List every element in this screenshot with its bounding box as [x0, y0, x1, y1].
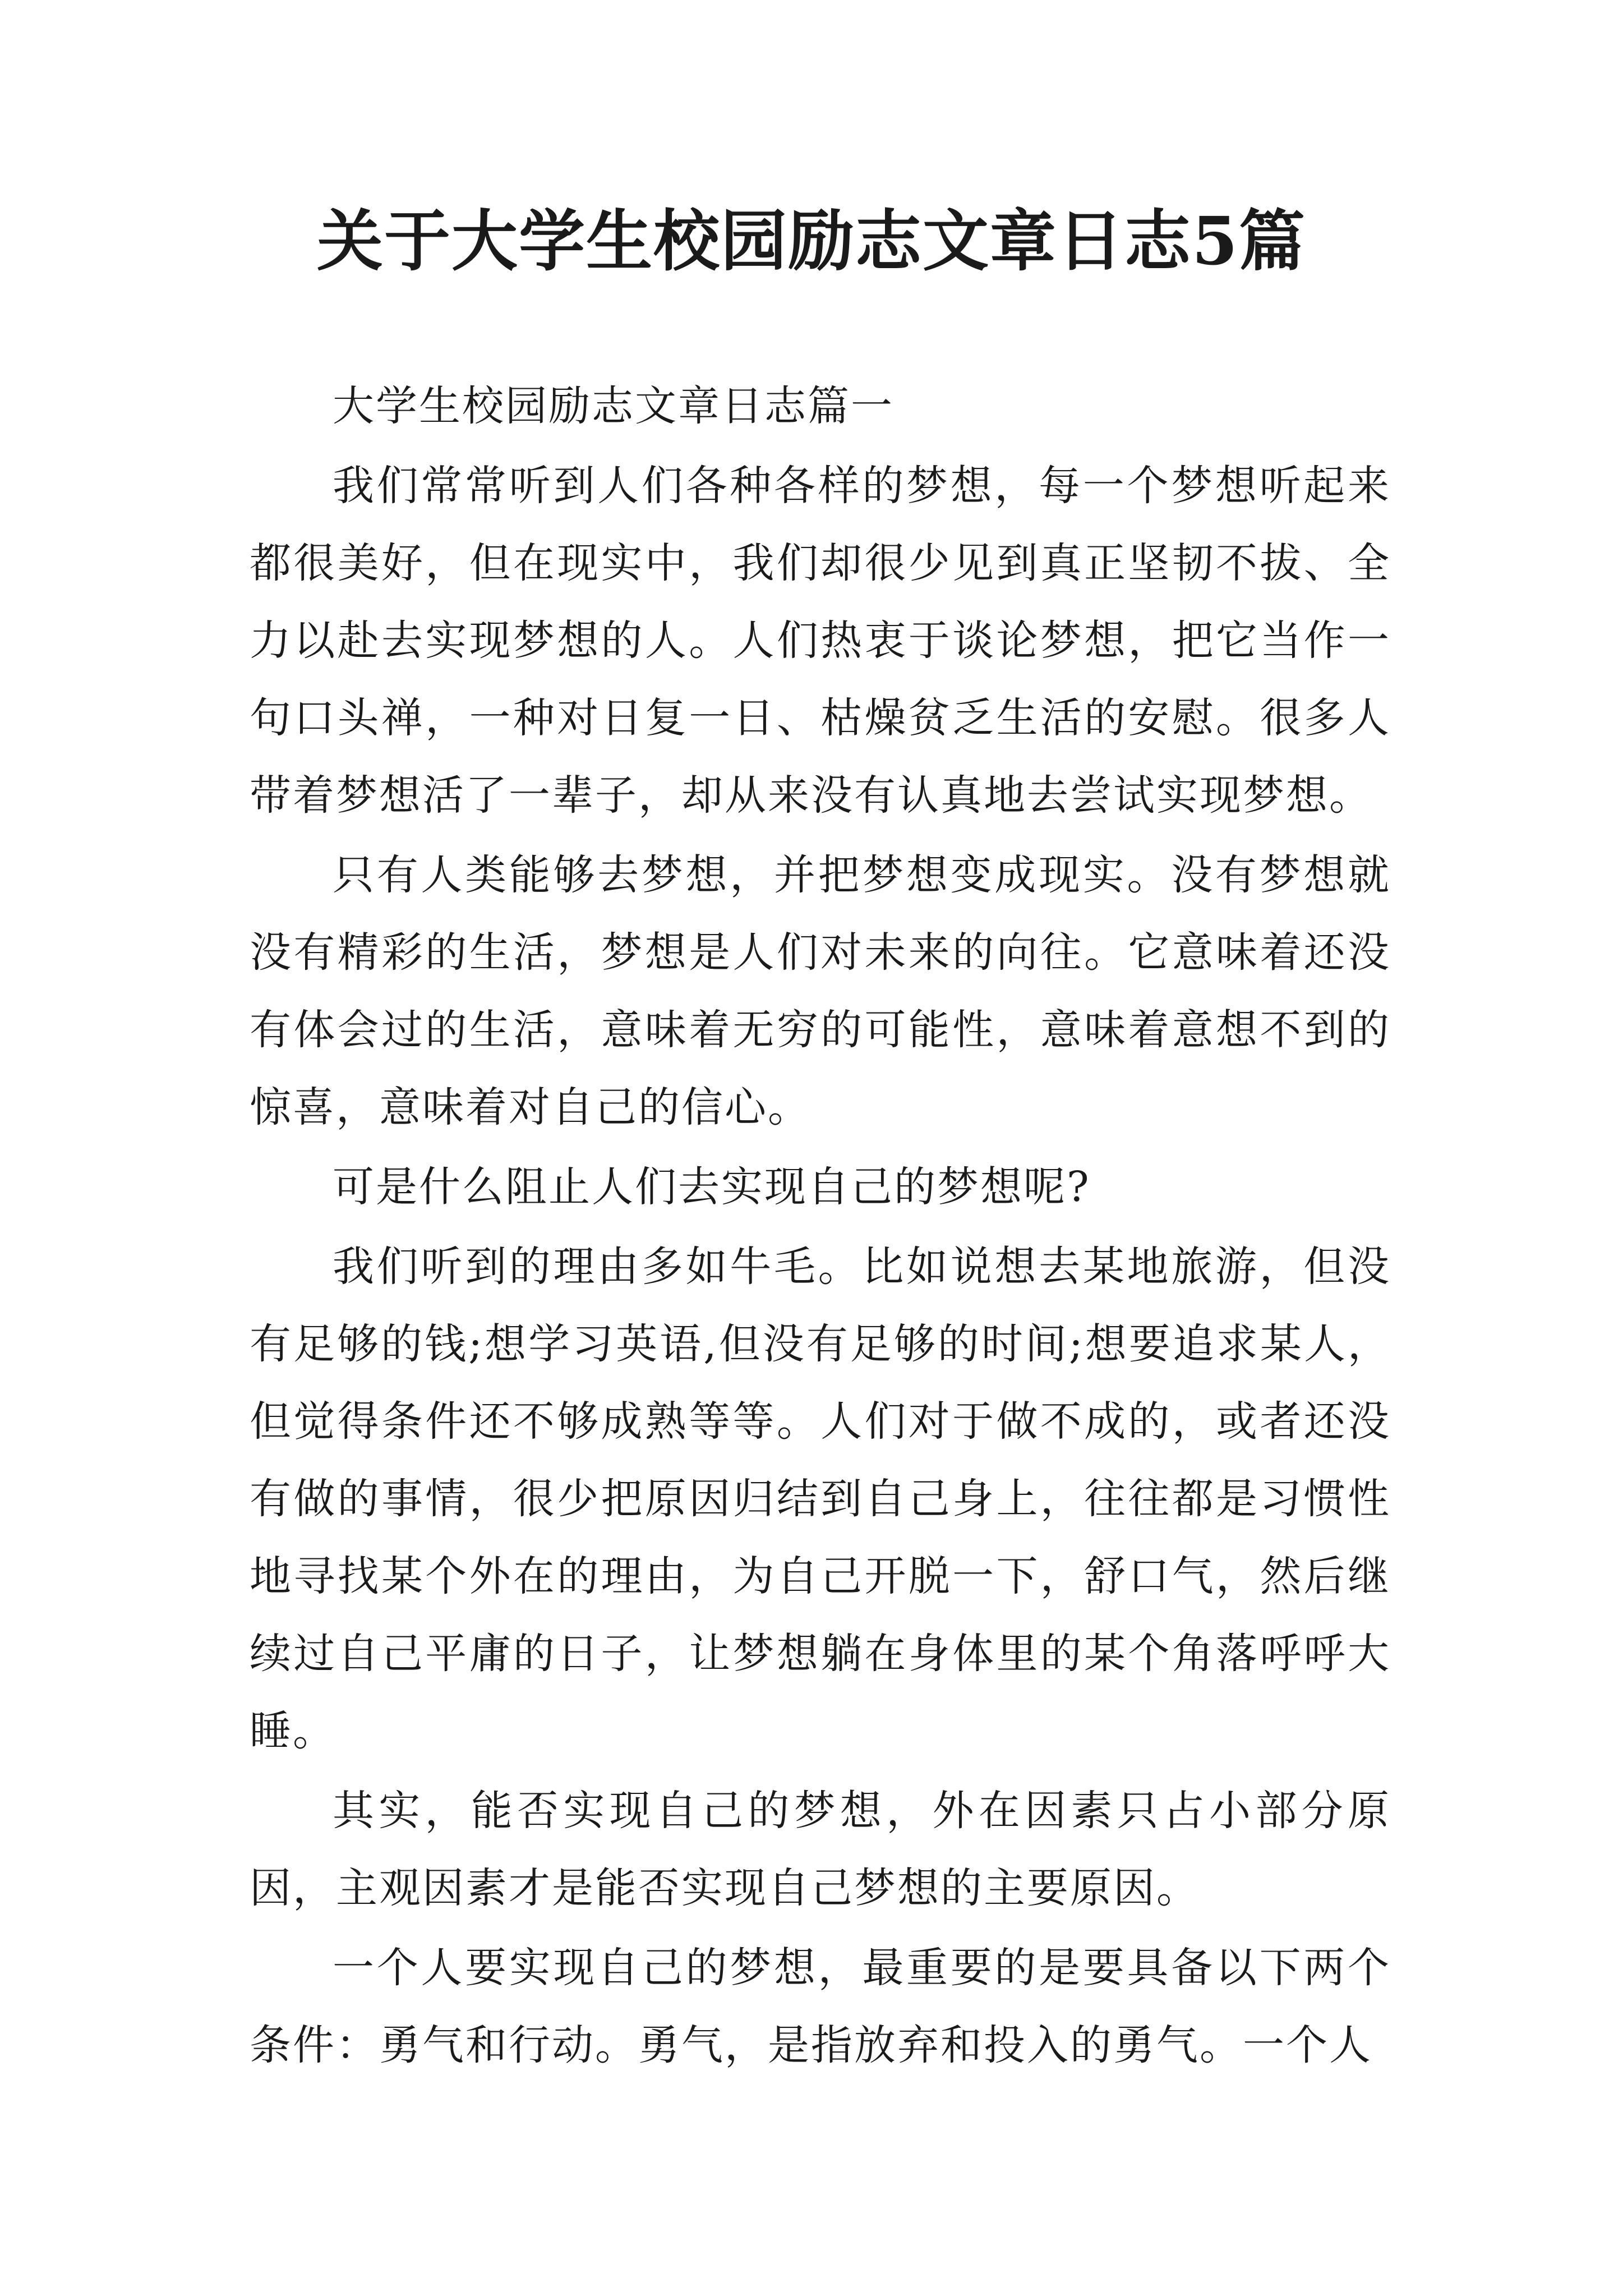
document-body — [250, 334, 1391, 2086]
document-title: 关于大学生校园励志文章日志5篇 — [316, 202, 1307, 280]
section-heading: 大学生校园励志文章日志篇一 — [333, 382, 894, 430]
paragraph: 只有人类能够去梦想，并把梦想变成现实。没有梦想就没有精彩的生活，梦想是人们对未来的向往。它意味着还没有体会过的生活，意味着无穷的可能性，意味着意想不到的惊喜，意味着对自己的信心。 — [250, 851, 1391, 1131]
paragraph: 其实，能否实现自己的梦想，外在因素只占小部分原因，主观因素才是能否实现自己梦想的主要原因。 — [250, 1787, 1391, 1912]
paragraph: 一个人要实现自己的梦想，最重要的是要具备以下两个条件：勇气和行动。勇气，是指放弃和投入的勇气。一个人 — [250, 1944, 1391, 2069]
paragraph: 我们常常听到人们各种各样的梦想，每一个梦想听起来都很美好，但在现实中，我们却很少见到真正坚韧不拔、全力以赴去实现梦想的人。人们热衷于谈论梦想，把它当作一句口头禅，一种对日复一日、枯燥贫乏生活的安慰。很多人带着梦想活了一辈子，却从来没有认真地去尝试实现梦想。 — [250, 462, 1391, 820]
paragraph: 可是什么阻止人们去实现自己的梦想呢? — [333, 1163, 1091, 1211]
paragraph: 我们听到的理由多如牛毛。比如说想去某地旅游，但没有足够的钱;想学习英语,但没有足够的时间;想要追求某人，但觉得条件还不够成熟等等。人们对于做不成的，或者还没有做的事情，很少把原因归结到自己身上，往往都是习惯性地寻找某个外在的理由，为自己开脱一下，舒口气，然后继续过自己平庸的日子，让梦想躺在身体里的某个角落呼呼大睡。 — [250, 1243, 1391, 1755]
